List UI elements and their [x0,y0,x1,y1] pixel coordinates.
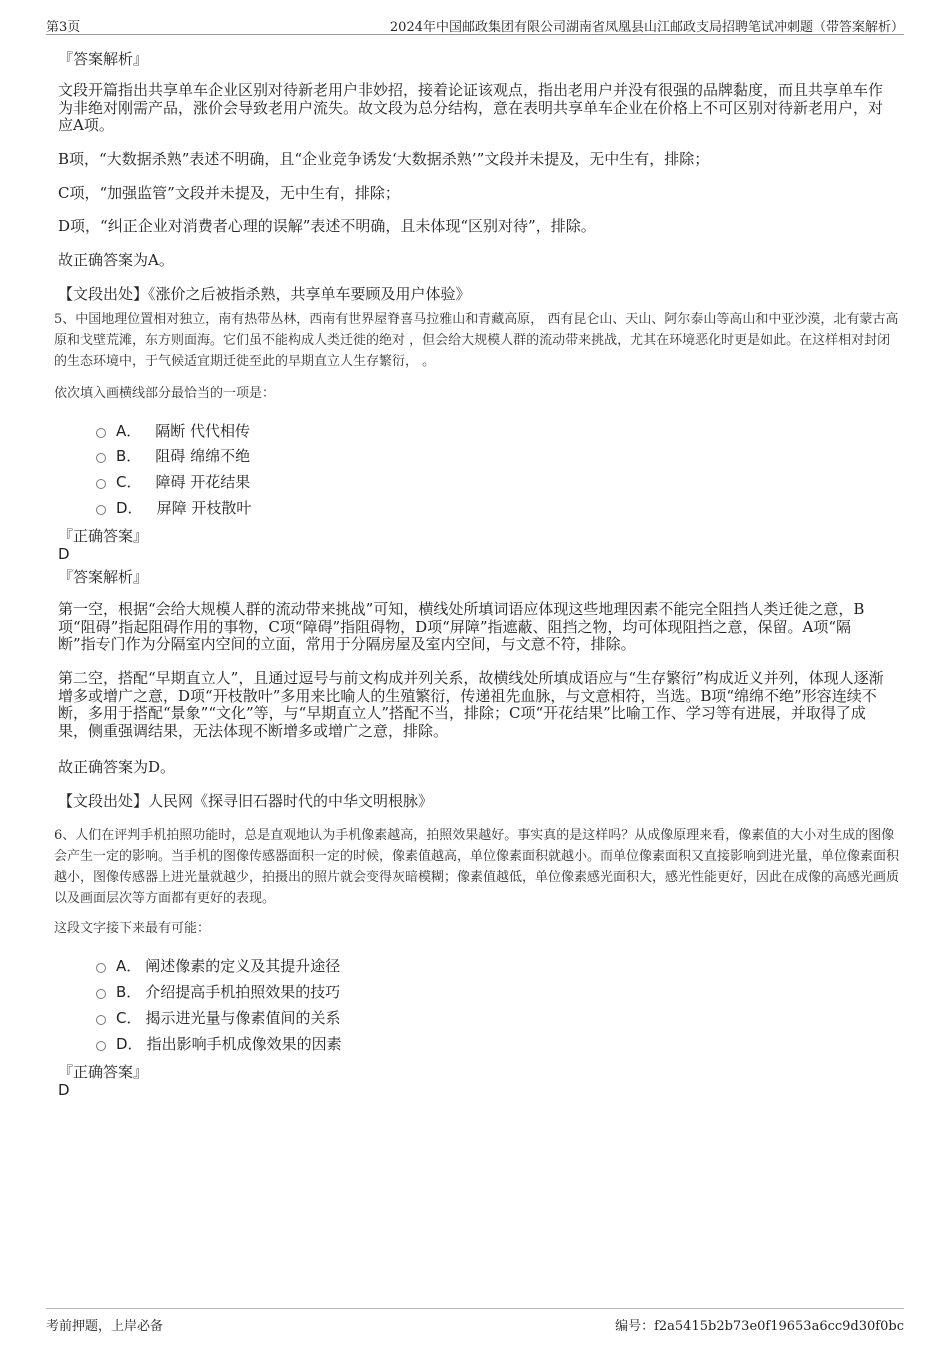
q5-option-b[interactable]: B． 阻碍 绵绵不绝 [96,445,250,465]
document-title: 2024年中国邮政集团有限公司湖南省凤凰县山江邮政支局招聘笔试冲刺题（带答案解析） [389,20,904,35]
q6-question-text: 6、人们在评判手机拍照功能时，总是直观地认为手机像素越高，拍照效果越好。事实真的是这样吗？从成像原理来看，像素值的大小对生成的图像会产生一定的影响。当手机的图像传感器面积一定的时候，像素值越高，单位像素面积就越小。而单位像素面积又直接影响到进光量，单位像素面积越小，图像传感器上进光量就越少，拍摄出的照片就会变得灰暗模糊；像素值越低，单位像素感光面积大，感光性能更好，因此在成像的高感光画质以及画面层次等方面都有更好的表现。 [54,828,900,906]
q5-option-c[interactable]: C． 障碍 开花结果 [96,471,250,491]
q4-analysis-option-d: D项，“纠正企业对消费者心理的误解”表述不明确，且未体现“区别对待”，排除。 [58,217,596,235]
q6-option-a[interactable]: A． 阐述像素的定义及其提升途径 [96,955,340,975]
page-footer [46,1308,904,1334]
q4-analysis-label: 『答案解析』 [58,50,149,68]
radio-icon[interactable] [96,505,106,515]
q4-analysis-option-c: C项，“加强监管”文段并未提及，无中生有，排除； [58,184,400,202]
q4-conclusion: 故正确答案为A。 [58,251,174,269]
page-header [46,14,904,35]
radio-icon[interactable] [96,989,106,999]
q6-option-c[interactable]: C． 揭示进光量与像素值间的关系 [96,1007,341,1027]
q6-option-d[interactable]: D． 指出影响手机成像效果的因素 [96,1033,342,1053]
q4-analysis-para1: 文段开篇指出共享单车企业区别对待新老用户非妙招，接着论证该观点，指出老用户并没有很强的品牌黏度，而且共享单车作为非绝对刚需产品，涨价会导致老用户流失。故文段为总分结构，意在表明共享单车企业在价格上不可区别对待新老用户，对应A项。 [58,81,884,134]
q5-option-a[interactable]: A． 隔断 代代相传 [96,420,250,440]
q4-analysis-option-b: B项，“大数据杀熟”表述不明确，且“企业竞争诱发‘大数据杀熟’”文段并未提及，无中生有，排除； [58,150,710,168]
radio-icon[interactable] [96,963,106,973]
q4-source: 【文段出处】《涨价之后被指杀熟，共享单车要顾及用户体验》 [58,285,471,303]
q5-prompt: 依次填入画横线部分最恰当的一项是： [54,386,276,401]
footer-slogan: 考前押题，上岸必备 [46,1319,164,1334]
q5-analysis-para1: 第一空，根据“会给大规模人群的流动带来挑战”可知，横线处所填词语应体现这些地理因素不能完全阻挡人类迁徙之意，B项“阻碍”指起阻碍作用的事物，C项“障碍”指阻碍物，D项“屏障”指遮蔽、阻挡之物，均可体现阻挡之意，保留。A项“隔断”指专门作为分隔室内空间的立面，常用于分隔房屋及室内空间，与文意不符，排除。 [58,600,865,653]
q6-prompt: 这段文字接下来最有可能： [54,921,211,936]
q5-analysis-label: 『答案解析』 [58,568,149,586]
q5-option-d[interactable]: D． 屏障 开枝散叶 [96,497,251,517]
q5-conclusion: 故正确答案为D。 [58,758,176,776]
radio-icon[interactable] [96,1015,106,1025]
radio-icon[interactable] [96,1041,106,1051]
radio-icon[interactable] [96,479,106,489]
radio-icon[interactable] [96,453,106,463]
q6-option-b[interactable]: B． 介绍提高手机拍照效果的技巧 [96,981,340,1001]
q5-correct-answer: D [58,545,70,563]
q5-question-text: 5、中国地理位置相对独立，南有热带丛林，西南有世界屋脊喜马拉雅山和青藏高原， 西有昆仑山、天山、阿尔泰山等高山和中亚沙漠，北有蒙古高原和戈壁荒滩，东方则面海。它们虽不能构成人类迁徙的绝对 ，但会给大规模人群的流动带来挑战，尤其在环境恶化时更是如此。在这样相对封闭的生态环境中，于气候适宜期迁徙至此的早期直立人生存繁衍， 。 [54,312,899,369]
q5-correct-label: 『正确答案』 [58,527,149,545]
footer-code: 编号：f2a5415b2b73e0f19653a6cc9d30f0bc [615,1319,904,1334]
q6-correct-label: 『正确答案』 [58,1063,149,1081]
q5-analysis-para2: 第二空，搭配“早期直立人”，且通过逗号与前文构成并列关系，故横线处所填成语应与“生存繁衍”构成近义并列，体现人逐渐增多或增广之意，D项“开枝散叶”多用来比喻人的生殖繁衍，传递祖先血脉，与文意相符，当选。B项“绵绵不绝”形容连续不断，多用于搭配“景象”“文化”等，与“早期直立人”搭配不当，排除；C项“开花结果”比喻工作、学习等有进展，并取得了成果，侧重强调结果，无法体现不断增多或增广之意，排除。 [58,669,884,740]
page-number: 第3页 [46,20,81,35]
q5-source: 【文段出处】人民网《探寻旧石器时代的中华文明根脉》 [58,792,434,810]
radio-icon[interactable] [96,428,106,438]
q6-correct-answer: D [58,1081,70,1099]
